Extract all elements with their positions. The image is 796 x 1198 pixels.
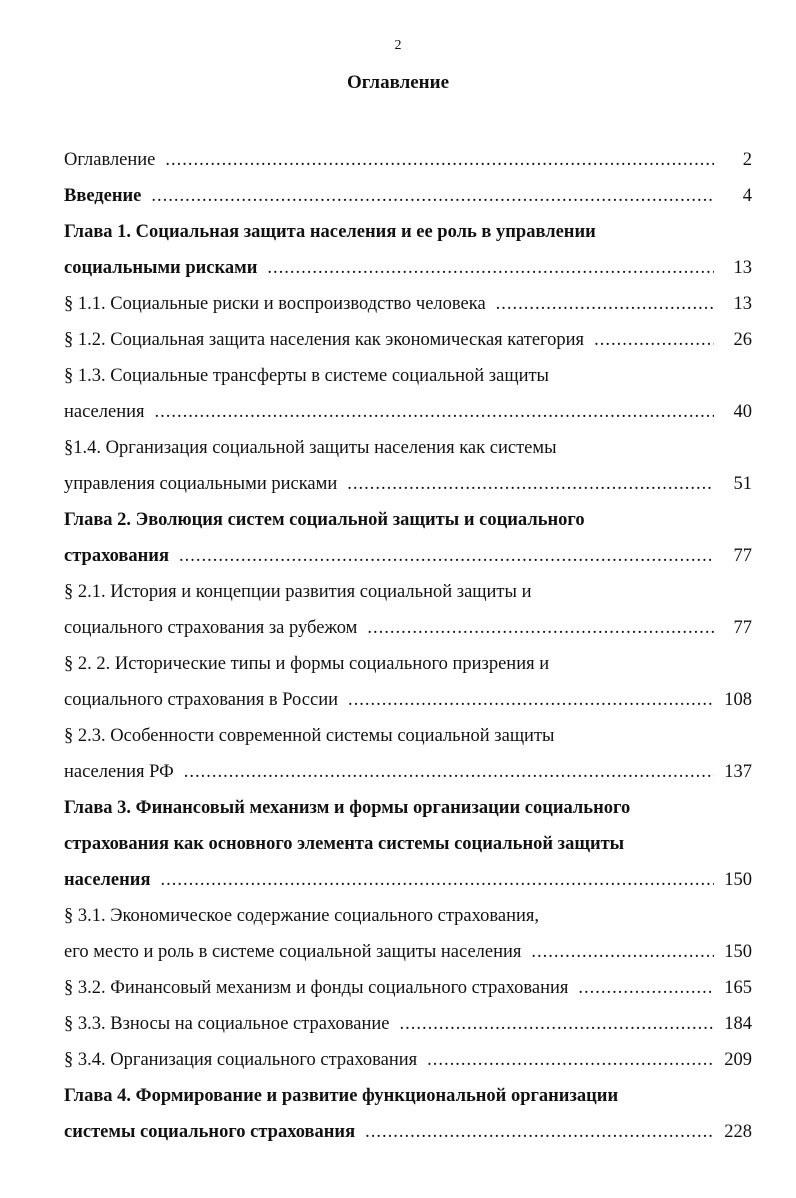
toc-entry-title: социальными рисками [64, 258, 258, 278]
toc-entry-page: 209 [724, 1050, 752, 1070]
toc-entry-page: 77 [733, 618, 752, 638]
toc-entry-title: § 3.4. Организация социального страхования [64, 1050, 418, 1070]
toc-entry-line-last [64, 286, 752, 322]
toc-entry-line-last [64, 394, 752, 430]
toc-entry-page: 137 [724, 762, 752, 782]
toc-entry-page: 13 [733, 258, 752, 278]
toc-entry-line [64, 214, 752, 250]
toc-entry-page: 40 [733, 402, 752, 422]
toc-entry-title: § 3.2. Финансовый механизм и фонды социального страхования [64, 978, 569, 998]
toc-entry-line-last [64, 862, 752, 898]
toc-entry-line [64, 646, 752, 682]
toc-entry-line-last [64, 142, 752, 178]
toc-dot-leader [496, 286, 714, 322]
toc-entry-line-last [64, 970, 752, 1006]
toc-entry-line [64, 430, 752, 466]
toc-dot-leader [155, 394, 714, 430]
toc-entry[interactable] [64, 502, 752, 574]
toc-dot-leader [165, 142, 714, 178]
toc-dot-leader [531, 934, 714, 970]
toc-entry-line-last [64, 934, 752, 970]
toc-dot-leader [427, 1042, 714, 1078]
toc-entry-title: его место и роль в системе социальной защиты населения [64, 942, 522, 962]
toc-dot-leader [184, 754, 714, 790]
toc-entry-title: § 1.1. Социальные риски и воспроизводство человека [64, 294, 486, 314]
toc-entry-title: страхования как основного элемента системы социальной защиты [64, 834, 625, 854]
toc-entry-title: Глава 2. Эволюция систем социальной защиты и социального [64, 510, 585, 530]
toc-dot-leader [160, 862, 714, 898]
toc-entry-line-last [64, 322, 752, 358]
toc-entry[interactable] [64, 358, 752, 430]
toc-entry-page: 51 [733, 474, 752, 494]
toc-entry-title: § 1.2. Социальная защита населения как экономическая категория [64, 330, 585, 350]
page-title: Оглавление [346, 72, 450, 93]
toc-entry[interactable] [64, 718, 752, 790]
toc-entry-line [64, 790, 752, 826]
toc-entry[interactable] [64, 1042, 752, 1078]
toc-entry[interactable] [64, 142, 752, 178]
toc-entry-title: § 2.1. История и концепции развития социальной защиты и [64, 582, 532, 602]
toc-entry-page: 26 [733, 330, 752, 350]
toc-entry-page: 77 [733, 546, 752, 566]
toc-entry-title: Оглавление [64, 150, 156, 170]
toc-dot-leader [348, 682, 714, 718]
toc-entry-line-last [64, 538, 752, 574]
toc-entry[interactable] [64, 898, 752, 970]
toc-entry-title: Глава 4. Формирование и развитие функциональной организации [64, 1086, 619, 1106]
toc-entry[interactable] [64, 214, 752, 286]
toc-entry-title: Глава 1. Социальная защита населения и ее роль в управлении [64, 222, 596, 242]
toc-entry-line-last [64, 1042, 752, 1078]
toc-entry-line [64, 718, 752, 754]
toc-entry-line-last [64, 178, 752, 214]
toc-entry-title: § 2.3. Особенности современной системы социальной защиты [64, 726, 555, 746]
toc-entry-title: социального страхования за рубежом [64, 618, 358, 638]
toc-entry-line-last [64, 466, 752, 502]
toc-entry[interactable] [64, 646, 752, 718]
toc-entry[interactable] [64, 1078, 752, 1150]
toc-entry-title: § 1.3. Социальные трансферты в системе социальной защиты [64, 366, 549, 386]
toc-entry[interactable] [64, 574, 752, 646]
toc-entry-page: 184 [724, 1014, 752, 1034]
toc-entry-line-last [64, 610, 752, 646]
toc-entry[interactable] [64, 322, 752, 358]
toc-entry-title: социального страхования в России [64, 690, 338, 710]
toc-entry-line-last [64, 1006, 752, 1042]
toc-entry-line-last [64, 250, 752, 286]
toc-entry-title: населения РФ [64, 762, 174, 782]
toc-entry-line-last [64, 754, 752, 790]
toc-entry-title: Введение [64, 186, 142, 206]
toc-dot-leader [578, 970, 714, 1006]
toc-entry[interactable] [64, 970, 752, 1006]
toc-dot-leader [400, 1006, 714, 1042]
toc-entry[interactable] [64, 178, 752, 214]
toc-entry-line [64, 826, 752, 862]
toc-entry-title: населения [64, 402, 145, 422]
toc-entry-page: 2 [742, 150, 752, 170]
toc-entry-title: §1.4. Организация социальной защиты населения как системы [64, 438, 557, 458]
toc-entry-title: управления социальными рисками [64, 474, 338, 494]
page-number: 2 [394, 38, 402, 53]
toc-entry[interactable] [64, 286, 752, 322]
toc-entry-title: Глава 3. Финансовый механизм и формы организации социального [64, 798, 631, 818]
toc-entry-page: 4 [742, 186, 752, 206]
toc-dot-leader [347, 466, 714, 502]
toc-entry-line [64, 502, 752, 538]
toc-entry-title: § 3.1. Экономическое содержание социального страхования, [64, 906, 540, 926]
toc-entry-line-last [64, 682, 752, 718]
toc-entry[interactable] [64, 430, 752, 502]
toc-entry[interactable] [64, 790, 752, 898]
toc-entry-line [64, 574, 752, 610]
toc-dot-leader [179, 538, 714, 574]
toc-dot-leader [267, 250, 714, 286]
toc-entry-page: 13 [733, 294, 752, 314]
table-of-contents [64, 142, 752, 1150]
toc-entry-title: страхования [64, 546, 169, 566]
toc-entry-page: 228 [724, 1122, 752, 1142]
toc-entry-line [64, 898, 752, 934]
toc-entry-page: 150 [724, 942, 752, 962]
toc-dot-leader [151, 178, 714, 214]
toc-entry-page: 150 [724, 870, 752, 890]
toc-entry-line-last [64, 1114, 752, 1150]
toc-entry-title: системы социального страхования [64, 1122, 356, 1142]
toc-entry-title: населения [64, 870, 151, 890]
toc-dot-leader [367, 610, 714, 646]
toc-entry[interactable] [64, 1006, 752, 1042]
toc-dot-leader [594, 322, 714, 358]
toc-entry-line [64, 358, 752, 394]
toc-entry-line [64, 1078, 752, 1114]
toc-dot-leader [365, 1114, 714, 1150]
toc-entry-page: 165 [724, 978, 752, 998]
toc-entry-page: 108 [724, 690, 752, 710]
toc-entry-title: § 3.3. Взносы на социальное страхование [64, 1014, 390, 1034]
toc-entry-title: § 2. 2. Исторические типы и формы социального призрения и [64, 654, 550, 674]
